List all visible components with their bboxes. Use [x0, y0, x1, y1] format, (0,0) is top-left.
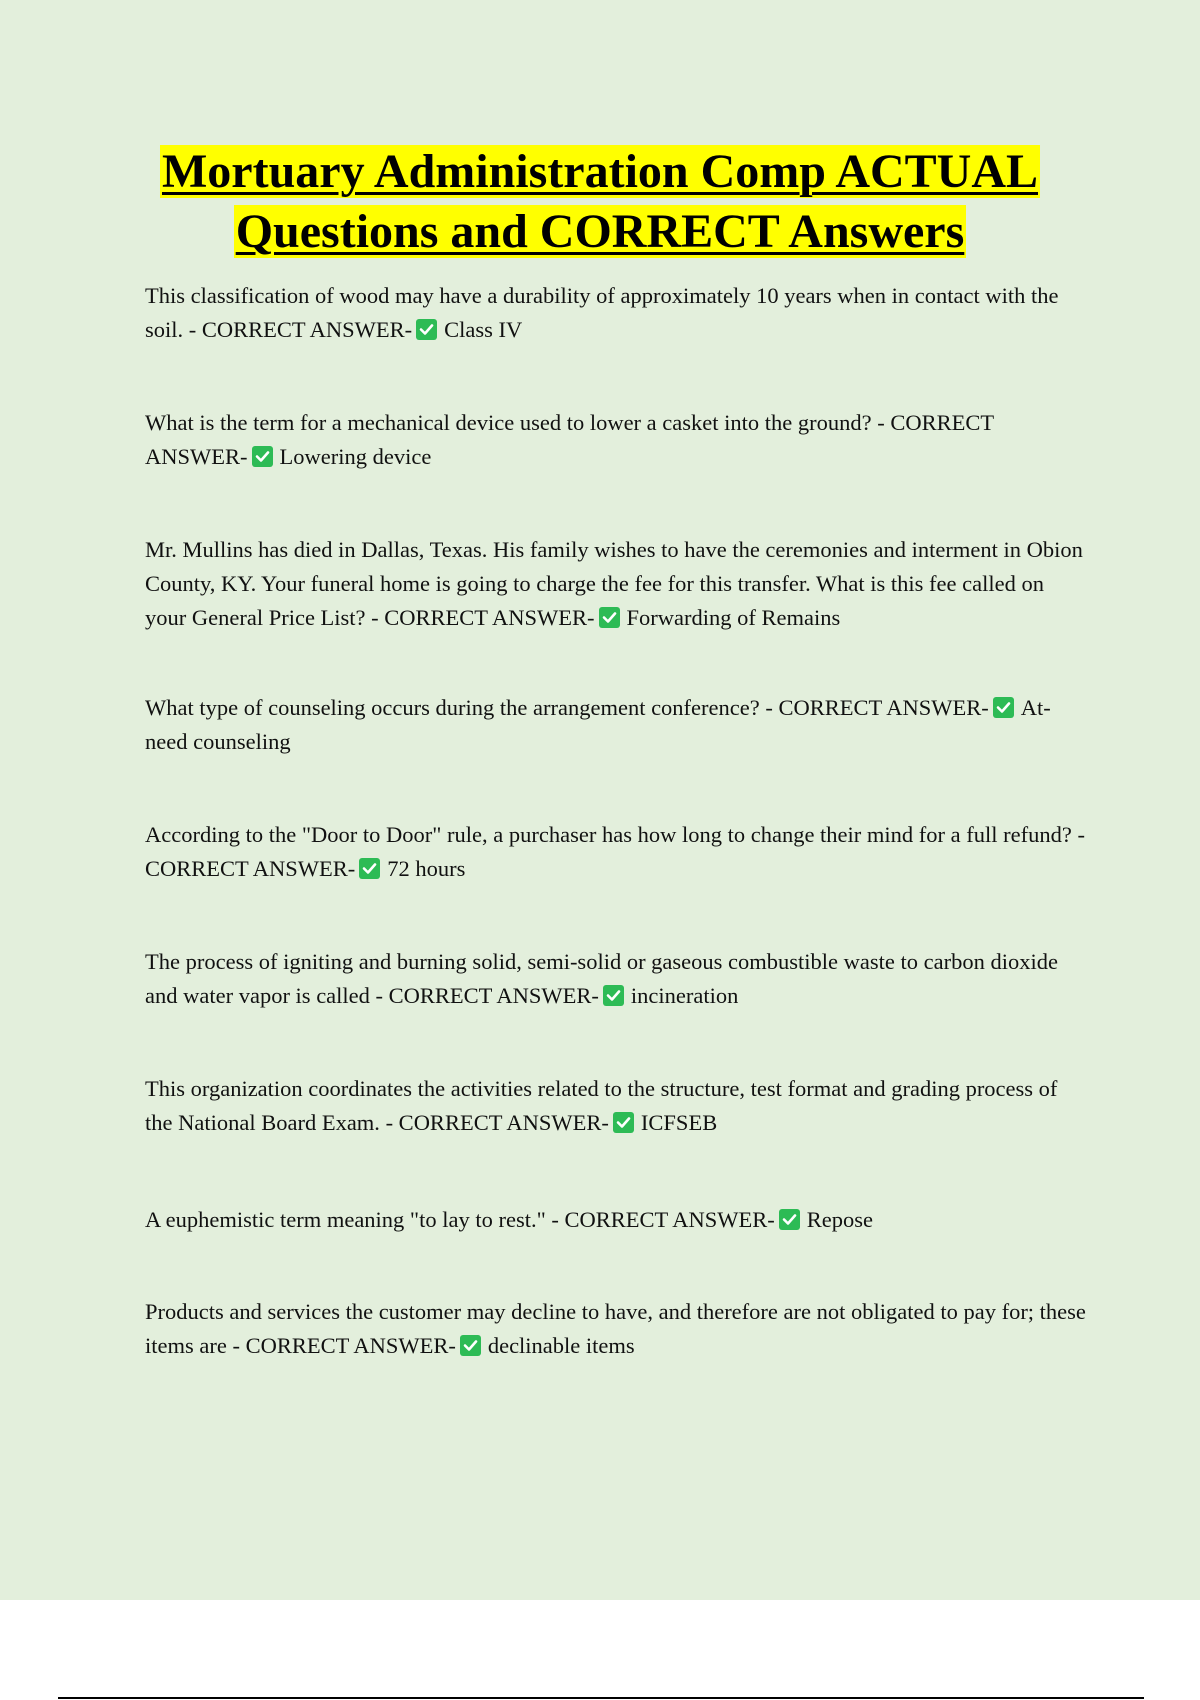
question-text: Mr. Mullins has died in Dallas, Texas. His family wishes to have the ceremonies and interment in Obion County, KY. Your funeral home is going to charge the fee for this transfer. What is this fee called on your General Price List?	[145, 537, 1083, 630]
qa-item	[145, 1295, 1090, 1363]
question-text: This classification of wood may have a durability of approximately 10 years when in contact with the soil.	[145, 283, 1059, 342]
document-title	[100, 142, 1100, 262]
green-checkmark-icon	[613, 1112, 634, 1133]
green-checkmark-icon	[359, 858, 380, 879]
answer-prefix: - CORRECT ANSWER-	[145, 410, 994, 469]
answer-text: Lowering device	[279, 444, 432, 469]
qa-item	[145, 406, 1090, 474]
qa-item	[145, 279, 1090, 347]
green-checkmark-icon	[460, 1335, 481, 1356]
answer-prefix: - CORRECT ANSWER-	[385, 1110, 609, 1135]
green-checkmark-icon	[603, 985, 624, 1006]
answer-prefix: - CORRECT ANSWER-	[232, 1333, 456, 1358]
answer-text: Class IV	[444, 317, 523, 342]
green-checkmark-icon	[779, 1209, 800, 1230]
green-checkmark-icon	[416, 319, 437, 340]
green-checkmark-icon	[993, 697, 1014, 718]
answer-prefix: - CORRECT ANSWER-	[375, 983, 599, 1008]
answer-text: declinable items	[487, 1333, 635, 1358]
answer-prefix: - CORRECT ANSWER-	[551, 1207, 775, 1232]
qa-item	[145, 691, 1090, 759]
qa-item	[145, 818, 1090, 886]
answer-prefix: - CORRECT ANSWER-	[765, 695, 989, 720]
answer-prefix: - CORRECT ANSWER-	[145, 822, 1085, 881]
answer-text: Repose	[806, 1207, 874, 1232]
green-checkmark-icon	[599, 607, 620, 628]
title-line-2: Questions and CORRECT Answers	[235, 205, 965, 258]
answer-prefix: - CORRECT ANSWER-	[371, 605, 595, 630]
qa-item	[145, 945, 1090, 1013]
answer-text: At-need counseling	[145, 695, 1051, 754]
qa-item	[145, 1072, 1090, 1140]
qa-item	[145, 533, 1090, 635]
answer-text: Forwarding of Remains	[626, 605, 841, 630]
question-text: What is the term for a mechanical device used to lower a casket into the ground?	[145, 410, 872, 435]
footer-divider	[58, 1697, 1144, 1699]
title-line-1: Mortuary Administration Comp ACTUAL	[161, 145, 1039, 198]
answer-text: ICFSEB	[640, 1110, 718, 1135]
answer-prefix: - CORRECT ANSWER-	[188, 317, 413, 342]
question-text: A euphemistic term meaning "to lay to rest."	[145, 1207, 546, 1232]
qa-item	[145, 1203, 1090, 1237]
green-checkmark-icon	[252, 446, 273, 467]
answer-text: 72 hours	[387, 856, 466, 881]
answer-text: incineration	[630, 983, 739, 1008]
question-text: The process of igniting and burning solid, semi-solid or gaseous combustible waste to carbon dioxide and water vapor is called	[145, 949, 1058, 1008]
question-text: This organization coordinates the activities related to the structure, test format and grading process of the National Board Exam.	[145, 1076, 1058, 1135]
question-text: What type of counseling occurs during the arrangement conference?	[145, 695, 760, 720]
question-text: According to the "Door to Door" rule, a purchaser has how long to change their mind for a full refund?	[145, 822, 1072, 847]
question-text: Products and services the customer may decline to have, and therefore are not obligated to pay for; these items are	[145, 1299, 1086, 1358]
